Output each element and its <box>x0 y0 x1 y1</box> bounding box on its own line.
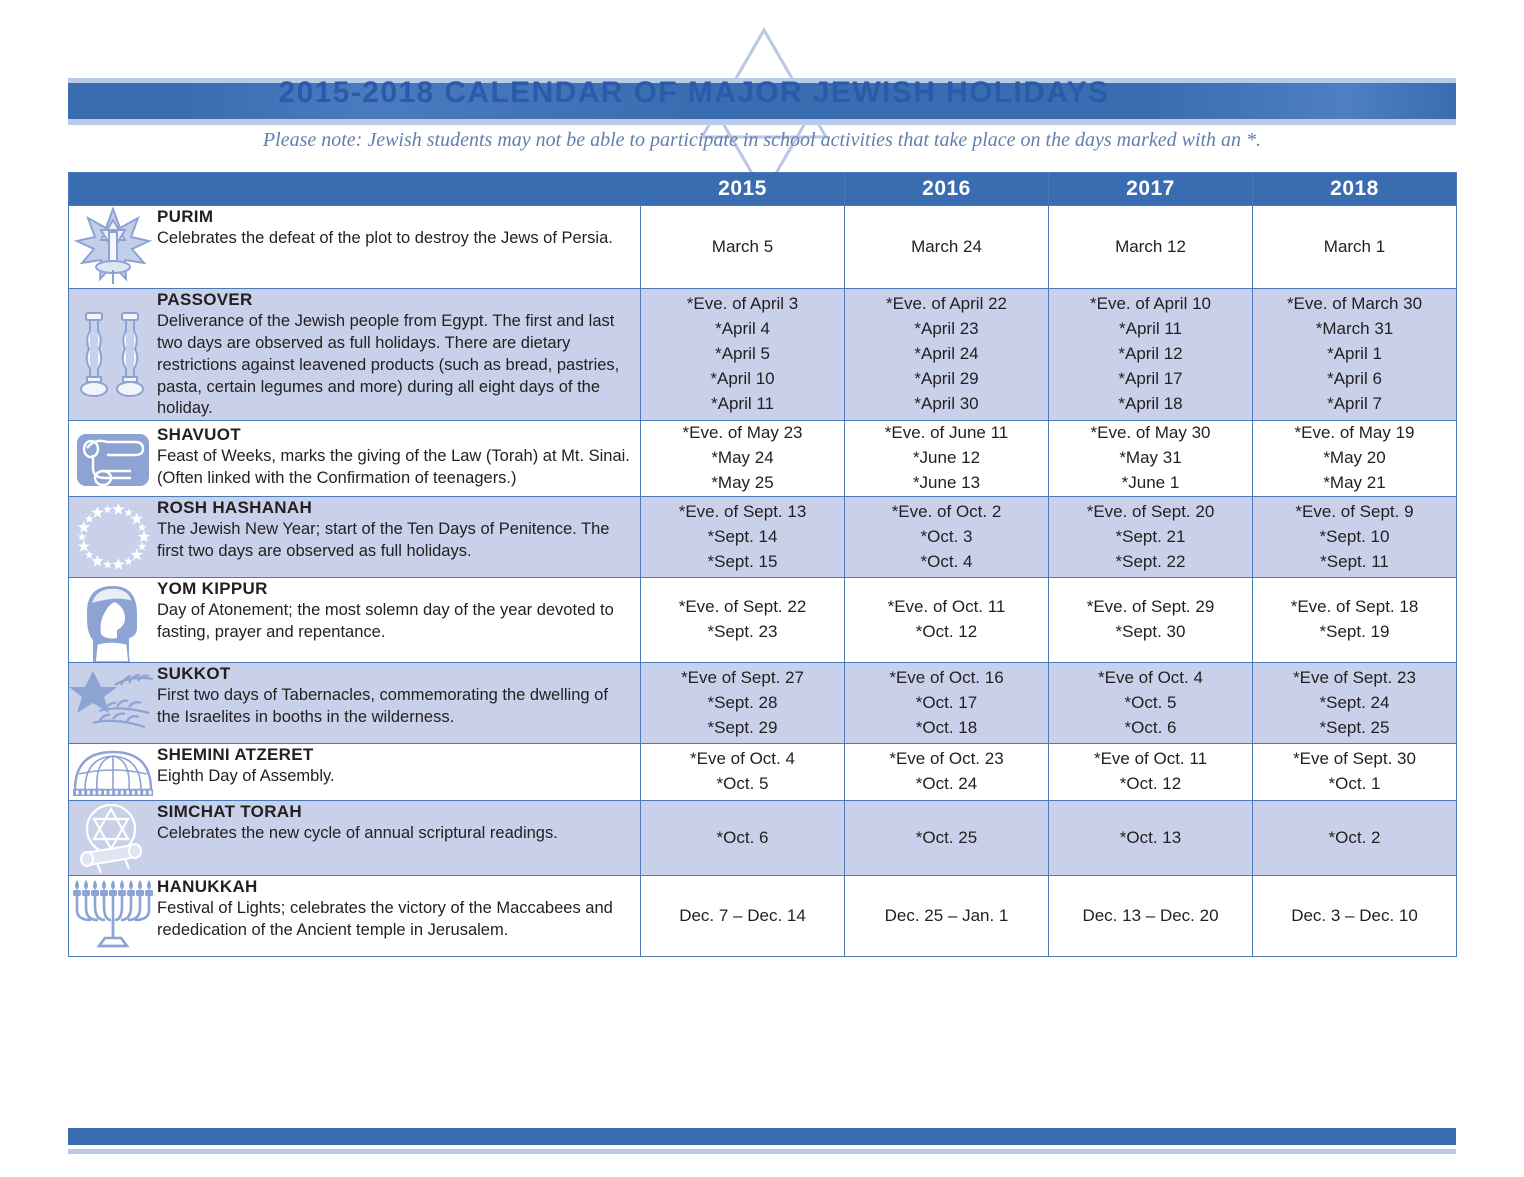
date-line: *Oct. 5 <box>716 774 769 794</box>
date-line: *Eve of Oct. 23 <box>889 749 1004 769</box>
date-line: *Sept. 24 <box>1319 692 1390 712</box>
date-line: *June 13 <box>912 473 981 493</box>
date-line: *April 29 <box>914 369 979 389</box>
date-line: *Eve. of Oct. 11 <box>887 597 1006 617</box>
holiday-description-cell <box>69 289 641 421</box>
star-scroll-icon <box>69 801 157 875</box>
date-line: *Eve. of May 23 <box>682 423 803 443</box>
holiday-description-cell <box>69 497 641 578</box>
holiday-name: ROSH HASHANAH <box>157 498 313 518</box>
table-row <box>69 206 1457 289</box>
date-line: *Eve. of April 10 <box>1090 294 1211 314</box>
table-row <box>69 801 1457 876</box>
holiday-dates-cell-2016 <box>845 578 1049 663</box>
holiday-dates-cell-2017 <box>1049 876 1253 957</box>
date-line: *Oct. 6 <box>716 827 769 847</box>
date-line: *April 17 <box>1118 369 1183 389</box>
date-line: *Eve. of April 22 <box>886 294 1007 314</box>
holiday-description: Celebrates the defeat of the plot to destroy the Jews of Persia. <box>157 229 613 248</box>
column-header-2018: 2018 <box>1253 173 1457 206</box>
holiday-dates-cell-2017 <box>1049 578 1253 663</box>
date-line: *Sept. 10 <box>1319 526 1390 546</box>
holiday-dates-cell-2017 <box>1049 421 1253 497</box>
date-line: *Eve of Sept. 23 <box>1293 667 1416 687</box>
date-line: *May 31 <box>1119 448 1182 468</box>
bottom-bar <box>68 1128 1456 1145</box>
holiday-description-cell <box>69 578 641 663</box>
date-line: *May 25 <box>711 473 774 493</box>
calendar-table <box>68 172 1457 957</box>
date-line: *June 12 <box>912 448 981 468</box>
holiday-name: SIMCHAT TORAH <box>157 802 302 822</box>
date-line: *Eve. of March 30 <box>1286 294 1423 314</box>
holiday-dates-cell-2016 <box>845 801 1049 876</box>
date-line: *June 1 <box>1121 473 1180 493</box>
holiday-description-cell <box>69 206 641 289</box>
holiday-dates-cell-2018 <box>1253 421 1457 497</box>
holiday-dates-cell-2015 <box>641 289 845 421</box>
holiday-dates-cell-2015 <box>641 421 845 497</box>
holiday-dates-cell-2018 <box>1253 578 1457 663</box>
date-line: *April 11 <box>711 394 774 414</box>
date-line: *Oct. 4 <box>920 551 973 571</box>
date-line: *Oct. 12 <box>915 622 978 642</box>
date-line: *May 21 <box>1323 473 1386 493</box>
date-line: *April 7 <box>1327 394 1382 414</box>
holiday-name: YOM KIPPUR <box>157 579 268 599</box>
date-line: *Eve of Oct. 11 <box>1093 749 1208 769</box>
date-line: *Eve of Oct. 16 <box>889 667 1004 687</box>
gragger-noisemaker-icon <box>69 206 157 288</box>
table-row <box>69 578 1457 663</box>
date-line: *April 24 <box>914 344 979 364</box>
date-line: *April 4 <box>715 319 770 339</box>
date-line: *Oct. 12 <box>1119 774 1182 794</box>
date-line: *April 12 <box>1118 344 1183 364</box>
date-line: March 24 <box>911 236 982 256</box>
holiday-dates-cell-2016 <box>845 421 1049 497</box>
holiday-description: First two days of Tabernacles, commemorating the dwelling of the Israelites in booths in the wilderness. <box>157 686 608 727</box>
column-header-2015: 2015 <box>641 173 845 206</box>
date-line: *Eve. of Sept. 9 <box>1295 501 1414 521</box>
date-line: *Oct. 25 <box>915 827 978 847</box>
candlesticks-icon <box>69 309 157 401</box>
column-header-description <box>69 173 641 206</box>
holiday-dates-cell-2015 <box>641 497 845 578</box>
table-row <box>69 663 1457 744</box>
date-line: March 1 <box>1323 236 1386 256</box>
holiday-dates-cell-2018 <box>1253 289 1457 421</box>
holiday-dates-cell-2015 <box>641 801 845 876</box>
holiday-dates-cell-2018 <box>1253 801 1457 876</box>
star-wreath-icon <box>69 497 157 577</box>
date-line: *Eve of Oct. 4 <box>690 749 795 769</box>
date-line: *Oct. 2 <box>1328 827 1381 847</box>
holiday-dates-cell-2017 <box>1049 206 1253 289</box>
holiday-description: Day of Atonement; the most solemn day of the year devoted to fasting, prayer and repentance. <box>157 601 614 642</box>
date-line: *Sept. 21 <box>1115 526 1186 546</box>
date-line: *April 6 <box>1327 369 1382 389</box>
date-line: *Oct. 3 <box>920 526 973 546</box>
table-row <box>69 421 1457 497</box>
calendar-table-wrap <box>68 172 1456 957</box>
date-line: Dec. 3 – Dec. 10 <box>1291 905 1418 925</box>
date-line: *Oct. 24 <box>915 774 978 794</box>
menorah-icon <box>69 876 157 956</box>
holiday-dates-cell-2016 <box>845 744 1049 801</box>
holiday-dates-cell-2018 <box>1253 876 1457 957</box>
table-row <box>69 289 1457 421</box>
holiday-dates-cell-2018 <box>1253 744 1457 801</box>
holiday-dates-cell-2017 <box>1049 663 1253 744</box>
holiday-name: SHEMINI ATZERET <box>157 745 314 765</box>
date-line: *Eve. of April 3 <box>686 294 799 314</box>
holiday-name: PASSOVER <box>157 290 253 309</box>
date-line: *April 1 <box>1327 344 1382 364</box>
date-line: *April 18 <box>1118 394 1183 414</box>
holiday-dates-cell-2018 <box>1253 206 1457 289</box>
date-line: *Sept. 14 <box>707 526 778 546</box>
date-line: *Sept. 25 <box>1319 717 1390 737</box>
praying-person-kippah-icon <box>69 578 157 662</box>
date-line: *Eve. of Oct. 2 <box>891 501 1002 521</box>
holiday-dates-cell-2018 <box>1253 663 1457 744</box>
date-line: *Sept. 30 <box>1115 622 1186 642</box>
holiday-dates-cell-2015 <box>641 206 845 289</box>
column-header-2017: 2017 <box>1049 173 1253 206</box>
date-line: *Eve. of May 19 <box>1294 423 1415 443</box>
date-line: *April 5 <box>715 344 770 364</box>
holiday-dates-cell-2017 <box>1049 497 1253 578</box>
holiday-description: Eighth Day of Assembly. <box>157 767 335 786</box>
date-line: *May 24 <box>711 448 774 468</box>
date-line: *Eve. of May 30 <box>1090 423 1211 443</box>
holiday-name: PURIM <box>157 207 214 226</box>
table-row <box>69 744 1457 801</box>
date-line: *April 30 <box>914 394 979 414</box>
holiday-dates-cell-2016 <box>845 497 1049 578</box>
sukkah-dome-icon <box>69 744 157 800</box>
holiday-description: Deliverance of the Jewish people from Egypt. The first and last two days are observed as full holidays. There are dietary restrictions against leavened products (such as bread, pastries, pasta, certain legumes and more) during all eight days of the holiday. <box>157 312 620 418</box>
holiday-dates-cell-2016 <box>845 876 1049 957</box>
holiday-dates-cell-2015 <box>641 876 845 957</box>
holiday-dates-cell-2017 <box>1049 289 1253 421</box>
table-header-row <box>69 173 1457 206</box>
date-line: *Eve of Oct. 4 <box>1098 667 1203 687</box>
holiday-name: SUKKOT <box>157 664 231 684</box>
date-line: March 12 <box>1115 236 1186 256</box>
date-line: Dec. 13 – Dec. 20 <box>1082 905 1219 925</box>
date-line: *Eve of Sept. 27 <box>681 667 804 687</box>
page-title: 2015-2018 CALENDAR OF MAJOR JEWISH HOLIDAYS <box>278 76 1110 109</box>
date-line: *Oct. 5 <box>1124 692 1177 712</box>
date-line: *May 20 <box>1323 448 1386 468</box>
holiday-dates-cell-2016 <box>845 289 1049 421</box>
holiday-dates-cell-2015 <box>641 744 845 801</box>
holiday-description-cell <box>69 663 641 744</box>
date-line: *Oct. 18 <box>915 717 978 737</box>
holiday-description: Festival of Lights; celebrates the victory of the Maccabees and rededication of the Ancient temple in Jerusalem. <box>157 899 613 940</box>
date-line: *Sept. 15 <box>707 551 778 571</box>
date-line: *Eve. of Sept. 20 <box>1086 501 1215 521</box>
table-row <box>69 876 1457 957</box>
holiday-dates-cell-2016 <box>845 663 1049 744</box>
date-line: *Eve. of Sept. 18 <box>1290 597 1419 617</box>
column-header-2016: 2016 <box>845 173 1049 206</box>
date-line: *Oct. 6 <box>1124 717 1177 737</box>
holiday-description: Feast of Weeks, marks the giving of the Law (Torah) at Mt. Sinai. (Often linked with the Confirmation of teenagers.) <box>157 446 630 487</box>
date-line: *Oct. 17 <box>915 692 978 712</box>
date-line: *Sept. 22 <box>1115 551 1186 571</box>
date-line: Dec. 7 – Dec. 14 <box>679 905 806 925</box>
holiday-dates-cell-2017 <box>1049 801 1253 876</box>
date-line: *April 11 <box>1119 319 1182 339</box>
star-and-branches-icon <box>69 663 157 743</box>
holiday-name: HANUKKAH <box>157 877 258 897</box>
holiday-description-cell <box>69 801 641 876</box>
holiday-dates-cell-2015 <box>641 578 845 663</box>
date-line: *Sept. 11 <box>1320 551 1389 571</box>
holiday-description: Celebrates the new cycle of annual scriptural readings. <box>157 824 558 843</box>
holiday-dates-cell-2018 <box>1253 497 1457 578</box>
calendar-table-body <box>69 206 1457 957</box>
date-line: *Sept. 28 <box>707 692 778 712</box>
note-text: Please note: Jewish students may not be able to participate in school activities that take place on the days marked with an *. <box>262 129 1262 151</box>
date-line: *Sept. 29 <box>707 717 778 737</box>
date-line: March 5 <box>711 236 774 256</box>
holiday-dates-cell-2016 <box>845 206 1049 289</box>
date-line: *Sept. 23 <box>707 622 778 642</box>
date-line: *March 31 <box>1315 319 1394 339</box>
bottom-banner <box>68 1128 1456 1156</box>
holiday-dates-cell-2017 <box>1049 744 1253 801</box>
date-line: *Eve of Sept. 30 <box>1293 749 1416 769</box>
holiday-description-cell <box>69 876 641 957</box>
date-line: *Eve. of Sept. 13 <box>678 501 807 521</box>
holiday-name: SHAVUOT <box>157 424 241 444</box>
date-line: *Oct. 13 <box>1119 827 1182 847</box>
bottom-stripe <box>68 1149 1456 1154</box>
date-line: *Eve. of Sept. 22 <box>678 597 807 617</box>
holiday-description-cell <box>69 744 641 801</box>
date-line: *Sept. 19 <box>1319 622 1390 642</box>
title-stripe-bottom <box>68 119 1456 125</box>
table-row <box>69 497 1457 578</box>
holiday-dates-cell-2015 <box>641 663 845 744</box>
date-line: *Eve. of June 11 <box>884 423 1009 443</box>
holiday-description: The Jewish New Year; start of the Ten Days of Penitence. The first two days are observed as full holidays. <box>157 520 610 561</box>
date-line: *Oct. 1 <box>1328 774 1381 794</box>
date-line: Dec. 25 – Jan. 1 <box>884 905 1009 925</box>
torah-scroll-icon <box>69 424 157 494</box>
holiday-description-cell <box>69 421 641 497</box>
date-line: *April 10 <box>710 369 775 389</box>
date-line: *April 23 <box>914 319 979 339</box>
date-line: *Eve. of Sept. 29 <box>1086 597 1215 617</box>
